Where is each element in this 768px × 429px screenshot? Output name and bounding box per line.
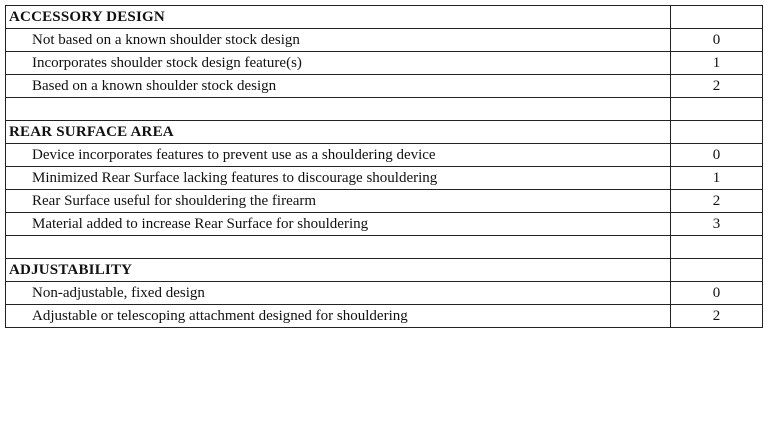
table-row — [6, 213, 763, 236]
criterion-label: Not based on a known shoulder stock design — [6, 29, 671, 52]
section-title: ACCESSORY DESIGN — [6, 6, 671, 29]
spacer-row — [6, 98, 763, 121]
empty-cell — [6, 98, 671, 121]
criterion-score: 1 — [671, 167, 763, 190]
section-score-cell — [671, 6, 763, 29]
empty-cell — [6, 236, 671, 259]
table-row — [6, 282, 763, 305]
criterion-score: 1 — [671, 52, 763, 75]
criterion-label: Based on a known shoulder stock design — [6, 75, 671, 98]
section-score-cell — [671, 121, 763, 144]
table-row — [6, 144, 763, 167]
section-score-cell — [671, 259, 763, 282]
criterion-score: 0 — [671, 29, 763, 52]
spacer-row — [6, 236, 763, 259]
empty-cell — [671, 236, 763, 259]
criterion-label: Incorporates shoulder stock design feature(s) — [6, 52, 671, 75]
empty-cell — [671, 98, 763, 121]
criterion-score: 0 — [671, 282, 763, 305]
table-row — [6, 52, 763, 75]
criterion-score: 3 — [671, 213, 763, 236]
table-row — [6, 29, 763, 52]
criterion-label: Non-adjustable, fixed design — [6, 282, 671, 305]
table-row — [6, 167, 763, 190]
criterion-label: Minimized Rear Surface lacking features to discourage shouldering — [6, 167, 671, 190]
section-header-adjustability — [6, 259, 763, 282]
criterion-score: 2 — [671, 75, 763, 98]
table-row — [6, 75, 763, 98]
scoring-table — [5, 5, 763, 328]
section-title: REAR SURFACE AREA — [6, 121, 671, 144]
table-row — [6, 190, 763, 213]
criterion-label: Rear Surface useful for shouldering the firearm — [6, 190, 671, 213]
section-title: ADJUSTABILITY — [6, 259, 671, 282]
criterion-label: Material added to increase Rear Surface for shouldering — [6, 213, 671, 236]
table-row — [6, 305, 763, 328]
section-header-accessory-design — [6, 6, 763, 29]
criterion-label: Device incorporates features to prevent use as a shouldering device — [6, 144, 671, 167]
criterion-score: 2 — [671, 305, 763, 328]
criterion-score: 2 — [671, 190, 763, 213]
section-header-rear-surface-area — [6, 121, 763, 144]
criterion-label: Adjustable or telescoping attachment designed for shouldering — [6, 305, 671, 328]
criterion-score: 0 — [671, 144, 763, 167]
